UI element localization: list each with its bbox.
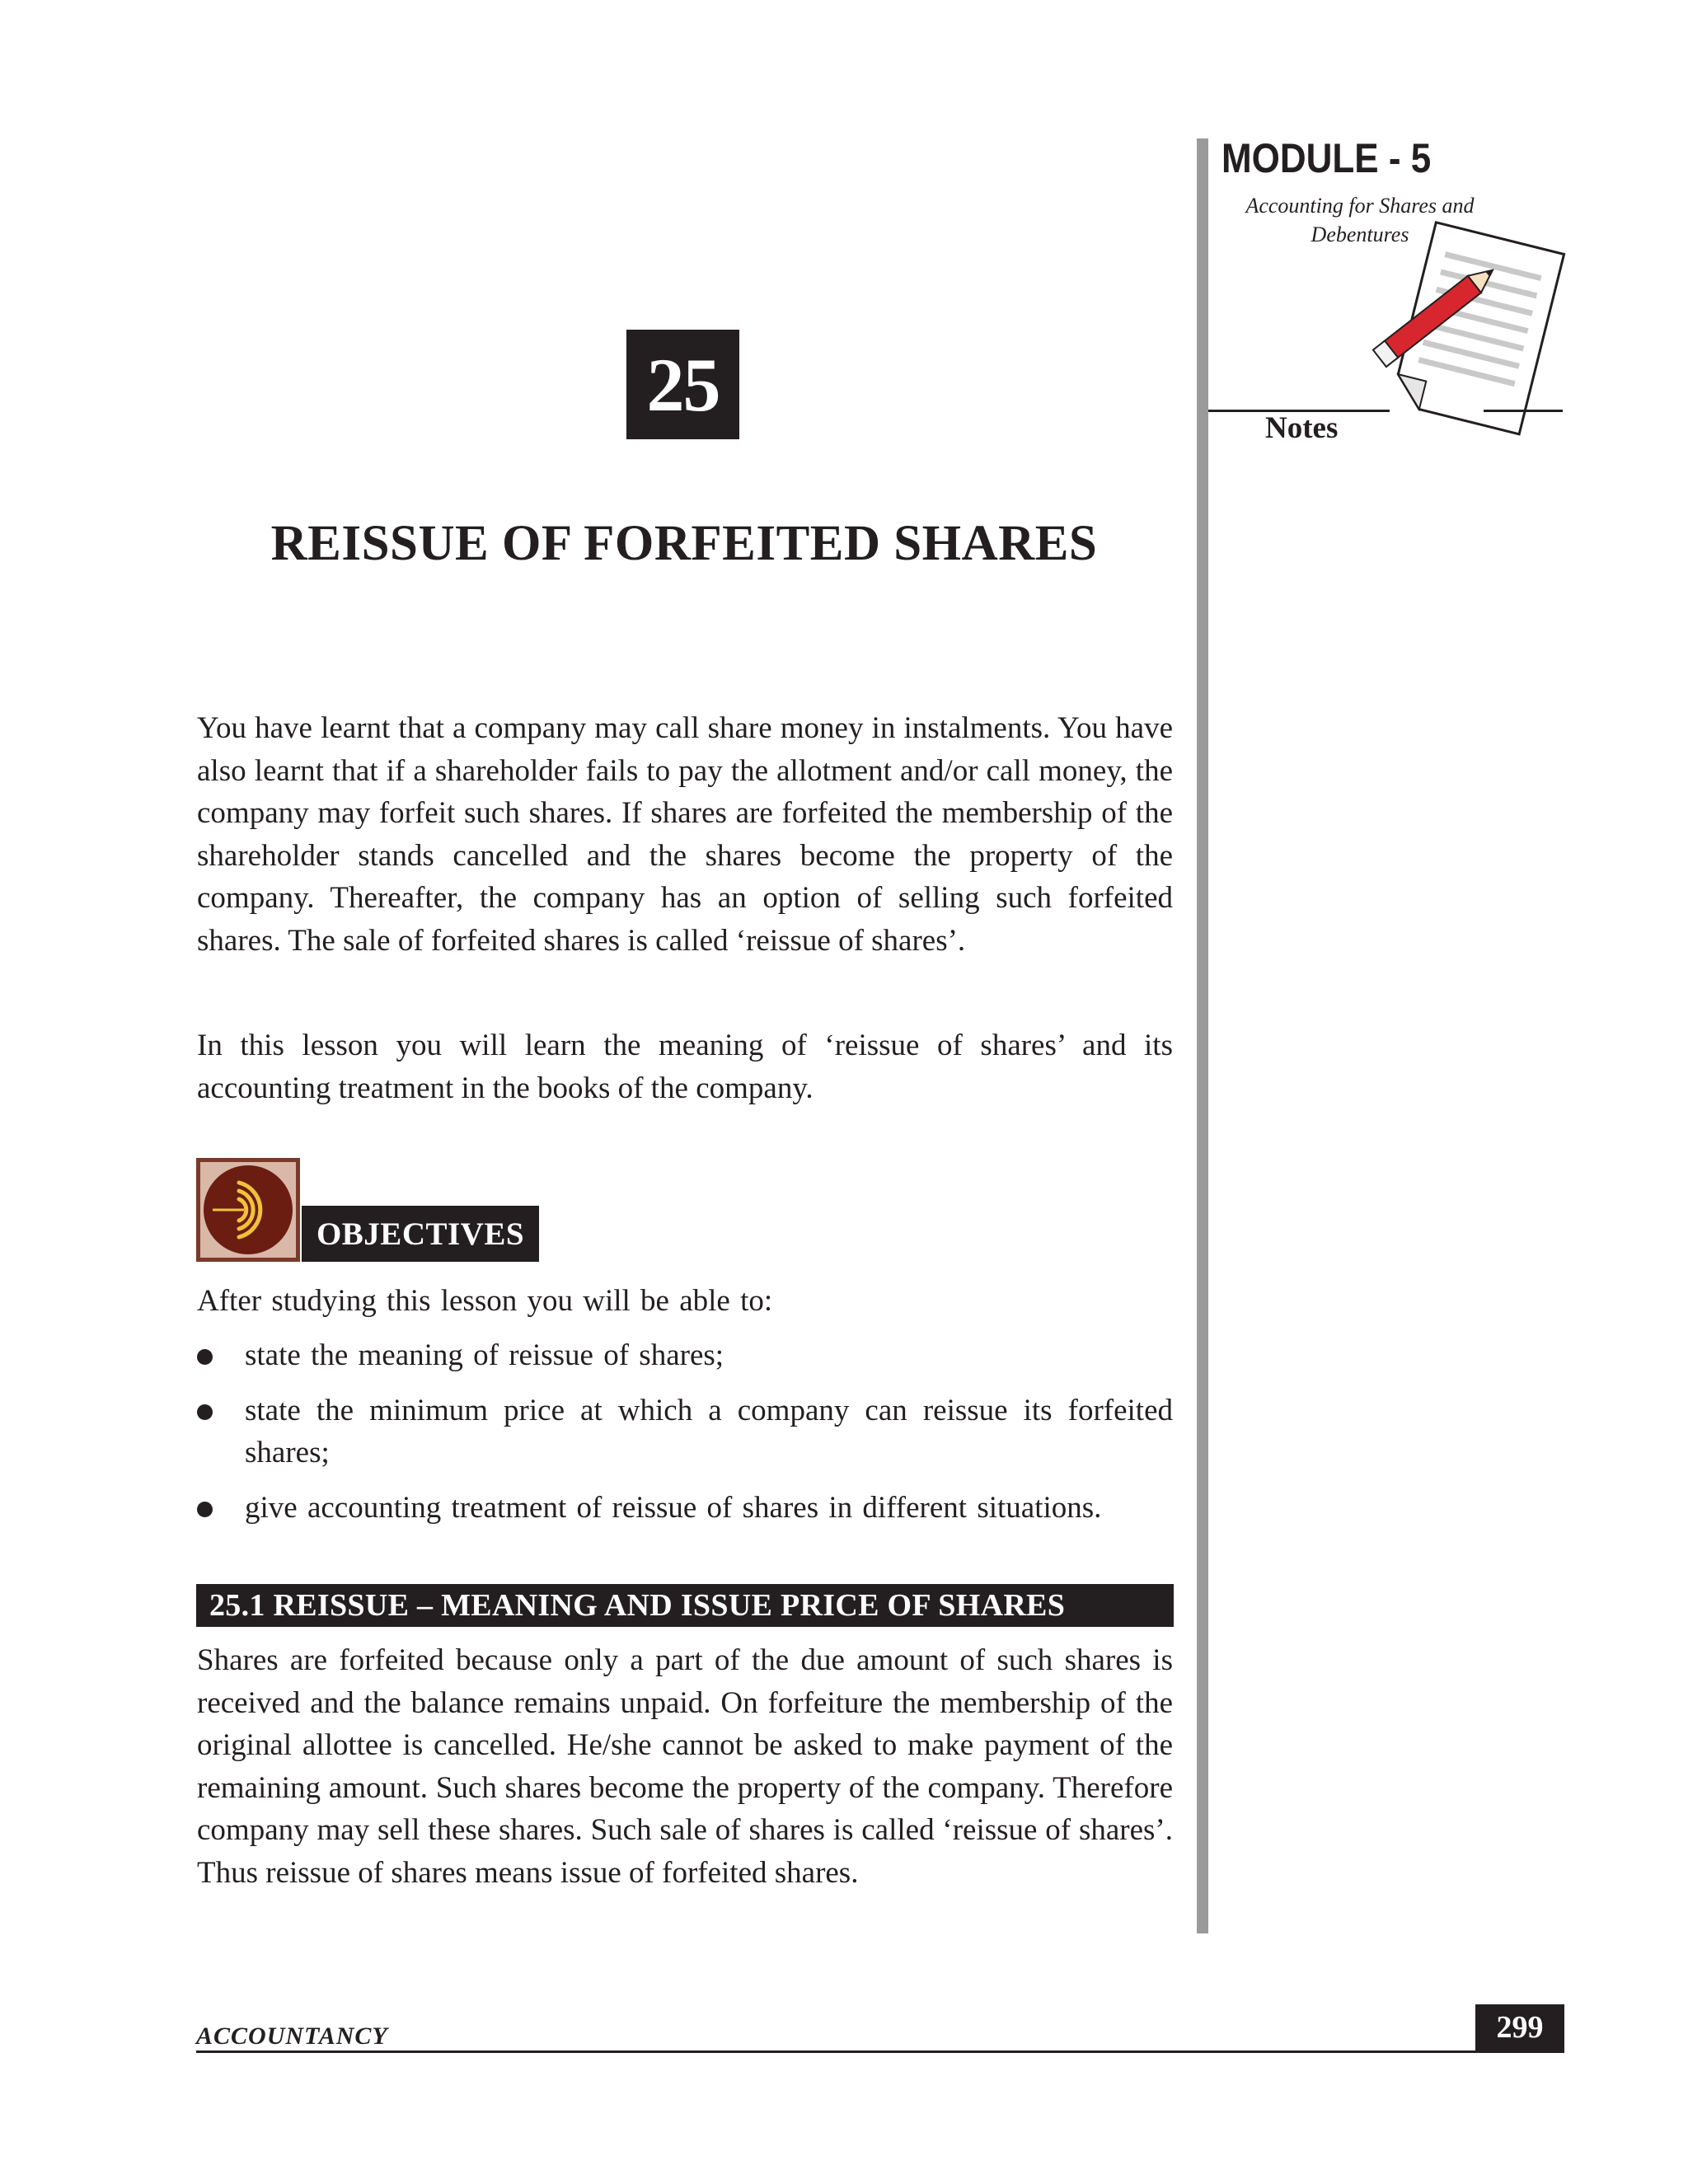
objectives-list [197,1334,1173,1541]
intro-paragraph-2: In this lesson you will learn the meaning of ‘reissue of shares’ and its accounting treatment in the books of the company. [197,1029,1173,1105]
footer-subject: ACCOUNTANCY [196,2022,388,2050]
bullet-icon [197,1404,213,1420]
bullet-icon [197,1502,213,1517]
footer-rule [196,2050,1564,2053]
page-number: 299 [1475,2004,1564,2050]
chapter-title: REISSUE OF FORFEITED SHARES [270,516,1098,571]
objectives-intro: After studying this lesson you will be able to: [197,1284,773,1318]
list-item [197,1390,1173,1474]
module-subtitle-line1: Accounting for Shares and [1245,194,1475,218]
section-paragraph: Shares are forfeited because only a part of the due amount of such shares is received and the balance remains unpaid. On forfeiture the membership of the original allottee is cancelled. He/she cannot be asked to make payment of the remaining amount. Such shares become the property of the company. Therefore company may sell these shares. Such sale of shares is called ‘reissue of shares’. Thus reissue of shares means issue of forfeited shares. [197,1643,1173,1890]
bullet-icon [197,1349,213,1365]
notepad-pencil-icon [1360,213,1574,452]
intro-paragraph-1: You have learnt that a company may call share money in instalments. You have also learnt that if a shareholder fails to pay the allotment and/or call money, the company may forfeit such shares. If shares are forfeited the membership of the shareholder stands cancelled and the shares become the property of the company. Thereafter, the company has an option of selling such forfeited shares. The sale of forfeited shares is called ‘reissue of shares’. [197,711,1173,958]
notes-rule-right [1484,410,1563,412]
module-title: MODULE - 5 [1221,135,1432,181]
list-item [197,1334,1173,1377]
notes-label: Notes [1265,411,1339,445]
objective-text: state the minimum price at which a company can reissue its forfeited shares; [245,1393,1173,1469]
objective-text: give accounting treatment of reissue of shares in different situations. [245,1490,1102,1525]
objectives-heading: OBJECTIVES [302,1206,539,1262]
chapter-number: 25 [626,330,739,439]
section-heading: 25.1 REISSUE – MEANING AND ISSUE PRICE OF SHARES [196,1584,1174,1627]
module-subtitle-line2: Debentures [1311,223,1409,246]
target-icon [196,1158,300,1262]
sidebar-divider [1197,138,1208,1933]
objective-text: state the meaning of reissue of shares; [245,1338,724,1372]
list-item [197,1487,1173,1530]
